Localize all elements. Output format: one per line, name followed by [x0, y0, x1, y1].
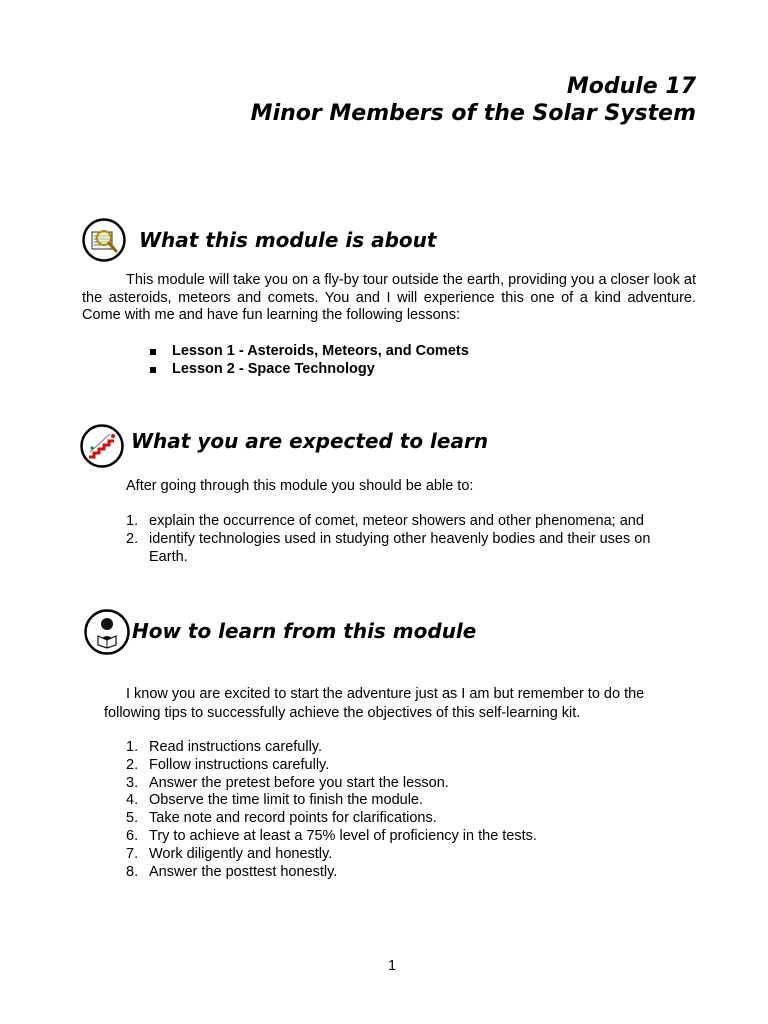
- section-heading-how: How to learn from this module: [132, 619, 477, 643]
- expected-intro: After going through this module you should be able to:: [126, 478, 474, 494]
- list-item: Lesson 1 - Asteroids, Meteors, and Comets: [150, 343, 469, 361]
- list-item: 3. Answer the pretest before you start the lesson.: [126, 774, 449, 791]
- how-paragraph: I know you are excited to start the adventure just as I am but remember to do the following tips to successfully achieve the objectives of this self-learning kit.: [104, 686, 645, 721]
- module-number: Module 17: [566, 74, 696, 99]
- stairs-goal-icon: [80, 424, 124, 468]
- list-item: 2. identify technologies used in studying other heavenly bodies and their uses on Earth.: [126, 530, 651, 565]
- magnifier-document-icon: [82, 218, 126, 262]
- list-item: 5. Take note and record points for clarifications.: [126, 810, 437, 827]
- section-heading-about: What this module is about: [139, 228, 437, 252]
- list-item: 6. Try to achieve at least a 75% level of proficiency in the tests.: [126, 827, 537, 844]
- list-item: 2. Follow instructions carefully.: [126, 756, 330, 773]
- page-number: 1: [387, 958, 397, 974]
- list-item: Lesson 2 - Space Technology: [150, 361, 469, 379]
- section-heading-expected: What you are expected to learn: [131, 429, 489, 453]
- list-item: 1. explain the occurrence of comet, meteor showers and other phenomena; and: [126, 513, 644, 529]
- objectives-list: [126, 513, 686, 566]
- list-item: 7. Work diligently and honestly.: [126, 845, 333, 862]
- page-title: Minor Members of the Solar System: [250, 101, 696, 126]
- tips-list: [126, 739, 686, 881]
- list-item: 4. Observe the time limit to finish the module.: [126, 792, 424, 809]
- lesson-list: [150, 343, 469, 378]
- list-item: 8. Answer the posttest honestly.: [126, 863, 338, 880]
- student-reading-icon: [84, 609, 130, 655]
- about-paragraph: This module will take you on a fly-by tour outside the earth, providing you a closer look at the asteroids, meteors and comets. You and I will experience this one of a kind adventure. Come with me and have fun learning the following lessons:: [82, 272, 696, 323]
- list-item: 1. Read instructions carefully.: [126, 739, 323, 755]
